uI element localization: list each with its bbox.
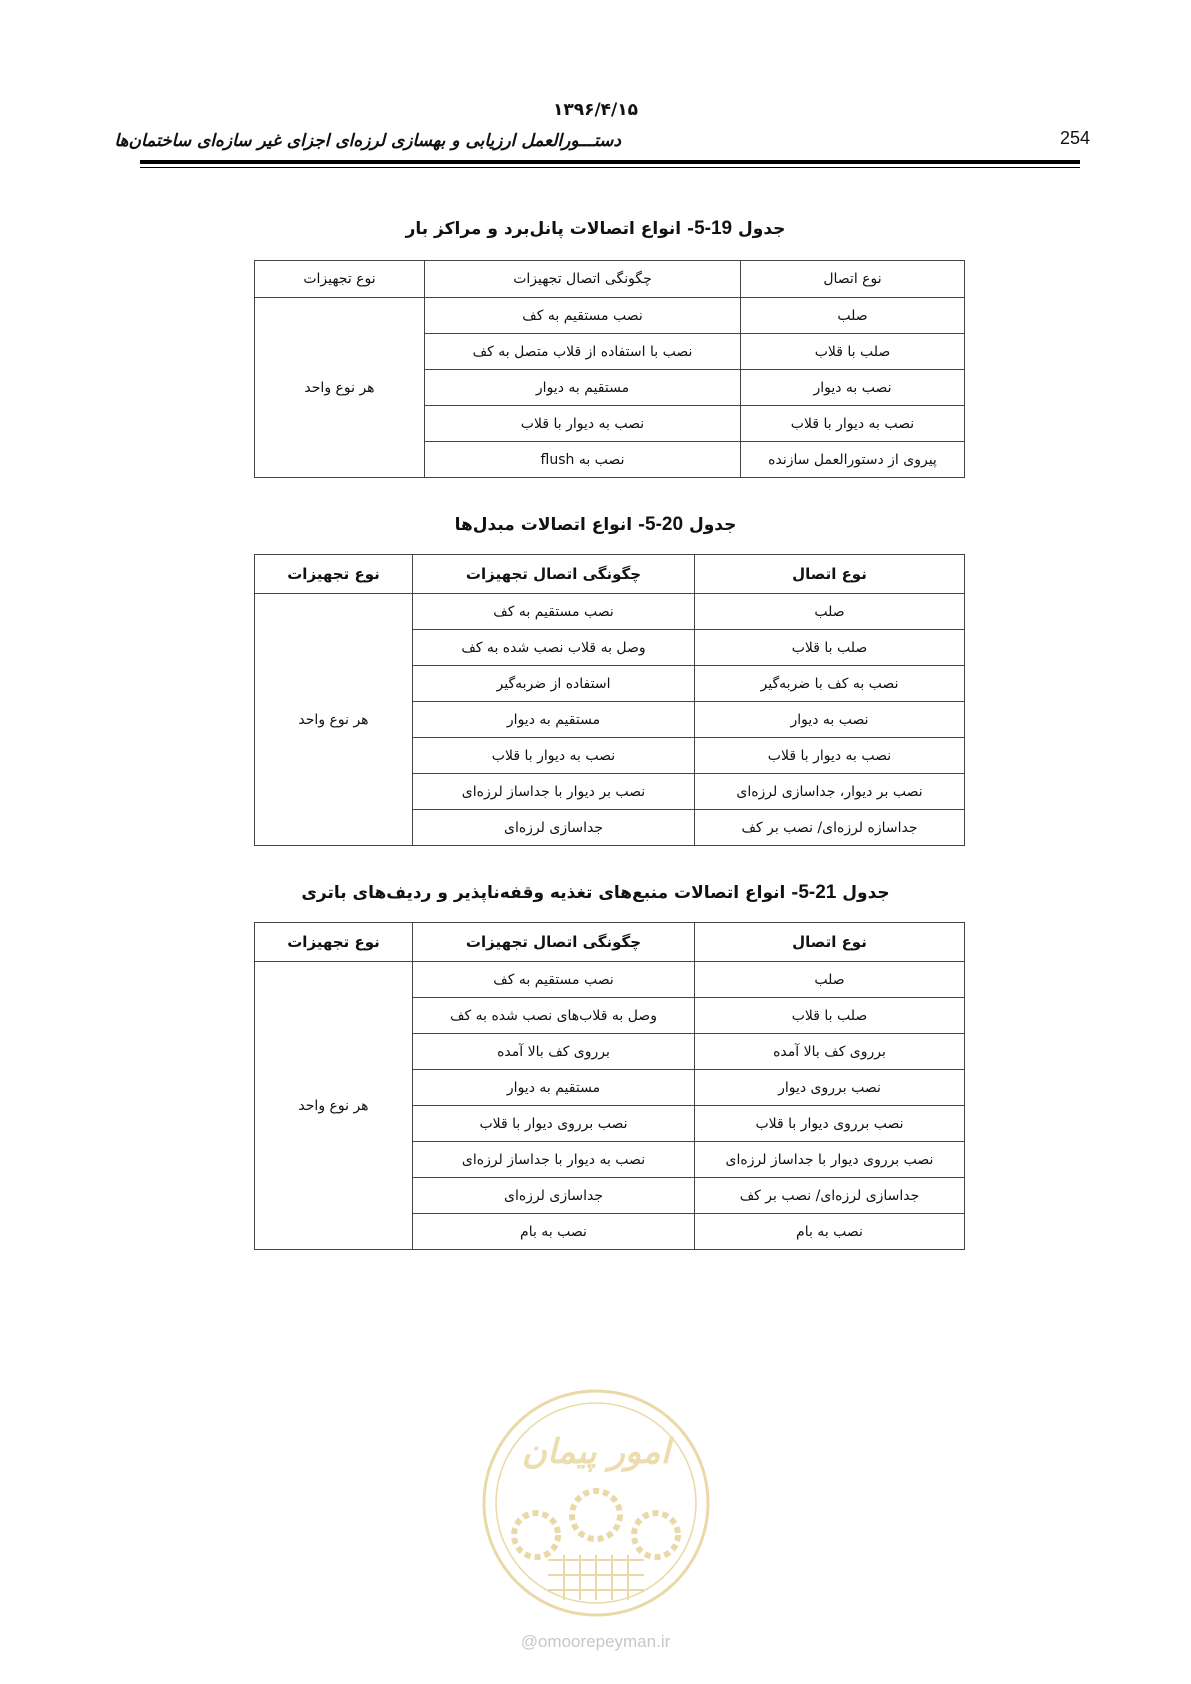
column-header-connection-type: نوع اتصال — [741, 261, 965, 298]
cell-connection-method: مستقیم به دیوار — [413, 1070, 695, 1106]
gear-icon — [634, 1513, 678, 1557]
header-rule-thick — [140, 160, 1080, 164]
cell-connection-type: صلب با قلاب — [741, 334, 965, 370]
cell-connection-method: مستقیم به دیوار — [413, 702, 695, 738]
cell-connection-type: نصب به دیوار با قلاب — [741, 406, 965, 442]
table-header-row — [255, 555, 965, 594]
cell-connection-method: نصب به flush — [425, 442, 741, 478]
caption-prefix: جدول — [732, 219, 786, 239]
gear-icon — [572, 1491, 620, 1539]
column-header-equipment-type: نوع تجهیزات — [255, 555, 413, 594]
cell-connection-method: برروی کف بالا آمده — [413, 1034, 695, 1070]
column-header-connection-method: چگونگی اتصال تجهیزات — [425, 261, 741, 298]
table-5-19 — [254, 260, 965, 478]
cell-connection-method: استفاده از ضربه‌گیر — [413, 666, 695, 702]
column-header-connection-method: چگونگی اتصال تجهیزات — [413, 555, 695, 594]
cell-connection-method: نصب بر دیوار با جداساز لرزه‌ای — [413, 774, 695, 810]
cell-connection-type: نصب به دیوار — [741, 370, 965, 406]
cell-connection-type: نصب به کف با ضربه‌گیر — [695, 666, 965, 702]
cell-connection-method: نصب به دیوار با قلاب — [425, 406, 741, 442]
caption-text: - انواع اتصالات منبع‌های تغذیه وقفه‌ناپذیر و ردیف‌های باتری — [301, 883, 799, 903]
table-5-20-caption — [0, 514, 1191, 536]
caption-number: 5-21 — [798, 882, 837, 903]
table-row — [255, 962, 965, 998]
cell-connection-type: برروی کف بالا آمده — [695, 1034, 965, 1070]
column-header-connection-type: نوع اتصال — [695, 555, 965, 594]
table-row — [255, 298, 965, 334]
table-row — [255, 594, 965, 630]
table-header-row — [255, 261, 965, 298]
watermark-logo-text: امور پیمان — [521, 1432, 671, 1472]
gear-icon — [514, 1513, 558, 1557]
caption-number: 5-20 — [645, 514, 684, 535]
cell-connection-method: نصب مستقیم به کف — [413, 962, 695, 998]
cell-connection-type: صلب — [741, 298, 965, 334]
cell-connection-method: وصل به قلاب‌های نصب شده به کف — [413, 998, 695, 1034]
caption-number: 5-19 — [694, 218, 733, 239]
cell-equipment-type: هر نوع واحد — [255, 298, 425, 478]
column-header-equipment-type: نوع تجهیزات — [255, 923, 413, 962]
cell-connection-type: نصب به دیوار — [695, 702, 965, 738]
cell-connection-method: نصب مستقیم به کف — [425, 298, 741, 334]
table-5-21-caption — [0, 882, 1191, 904]
caption-text: - انواع اتصالات مبدل‌ها — [454, 515, 646, 535]
table-5-20 — [254, 554, 965, 846]
watermark-logo — [478, 1385, 714, 1621]
column-header-equipment-type: نوع تجهیزات — [255, 261, 425, 298]
cell-connection-method: وصل به قلاب نصب شده به کف — [413, 630, 695, 666]
page-number: 254 — [1060, 128, 1091, 148]
cell-connection-type: صلب — [695, 594, 965, 630]
cell-connection-type: صلب با قلاب — [695, 630, 965, 666]
cell-connection-method: جداسازی لرزه‌ای — [413, 810, 695, 846]
watermark-url: @omoorepeyman.ir — [520, 1632, 671, 1651]
cell-connection-method: نصب به دیوار با جداساز لرزه‌ای — [413, 1142, 695, 1178]
cell-connection-method: نصب برروی دیوار با قلاب — [413, 1106, 695, 1142]
cell-connection-type: نصب برروی دیوار — [695, 1070, 965, 1106]
cell-connection-method: مستقیم به دیوار — [425, 370, 741, 406]
column-header-connection-type: نوع اتصال — [695, 923, 965, 962]
caption-text: - انواع اتصالات پانل‌برد و مراکز بار — [405, 219, 695, 239]
cell-connection-method: نصب به بام — [413, 1214, 695, 1250]
caption-prefix: جدول — [836, 883, 890, 903]
cell-connection-type: نصب به بام — [695, 1214, 965, 1250]
cell-connection-type: جداسازه لرزه‌ای/ نصب بر کف — [695, 810, 965, 846]
cell-connection-method: نصب به دیوار با قلاب — [413, 738, 695, 774]
cell-connection-type: صلب با قلاب — [695, 998, 965, 1034]
column-header-connection-method: چگونگی اتصال تجهیزات — [413, 923, 695, 962]
cell-equipment-type: هر نوع واحد — [255, 962, 413, 1250]
table-header-row — [255, 923, 965, 962]
header-rule-thin — [140, 167, 1080, 168]
cell-connection-type: پیروی از دستورالعمل سازنده — [741, 442, 965, 478]
table-5-21 — [254, 922, 965, 1250]
cell-connection-method: جداسازی لرزه‌ای — [413, 1178, 695, 1214]
header-date: ۱۳۹۶/۴/۱۵ — [552, 100, 639, 120]
table-5-19-caption — [0, 218, 1191, 240]
caption-prefix: جدول — [683, 515, 737, 535]
cell-connection-type: نصب برروی دیوار با قلاب — [695, 1106, 965, 1142]
cell-connection-type: صلب — [695, 962, 965, 998]
cell-connection-method: نصب با استفاده از قلاب متصل به کف — [425, 334, 741, 370]
building-grid-icon — [548, 1555, 644, 1600]
cell-connection-method: نصب مستقیم به کف — [413, 594, 695, 630]
cell-connection-type: نصب به دیوار با قلاب — [695, 738, 965, 774]
cell-equipment-type: هر نوع واحد — [255, 594, 413, 846]
document-title: دستـــورالعمل ارزیابی و بهسازی لرزه‌ای اجزای غیر سازه‌ای ساختمان‌ها — [114, 131, 621, 151]
cell-connection-type: نصب بر دیوار، جداسازی لرزه‌ای — [695, 774, 965, 810]
cell-connection-type: نصب برروی دیوار با جداساز لرزه‌ای — [695, 1142, 965, 1178]
cell-connection-type: جداسازی لرزه‌ای/ نصب بر کف — [695, 1178, 965, 1214]
